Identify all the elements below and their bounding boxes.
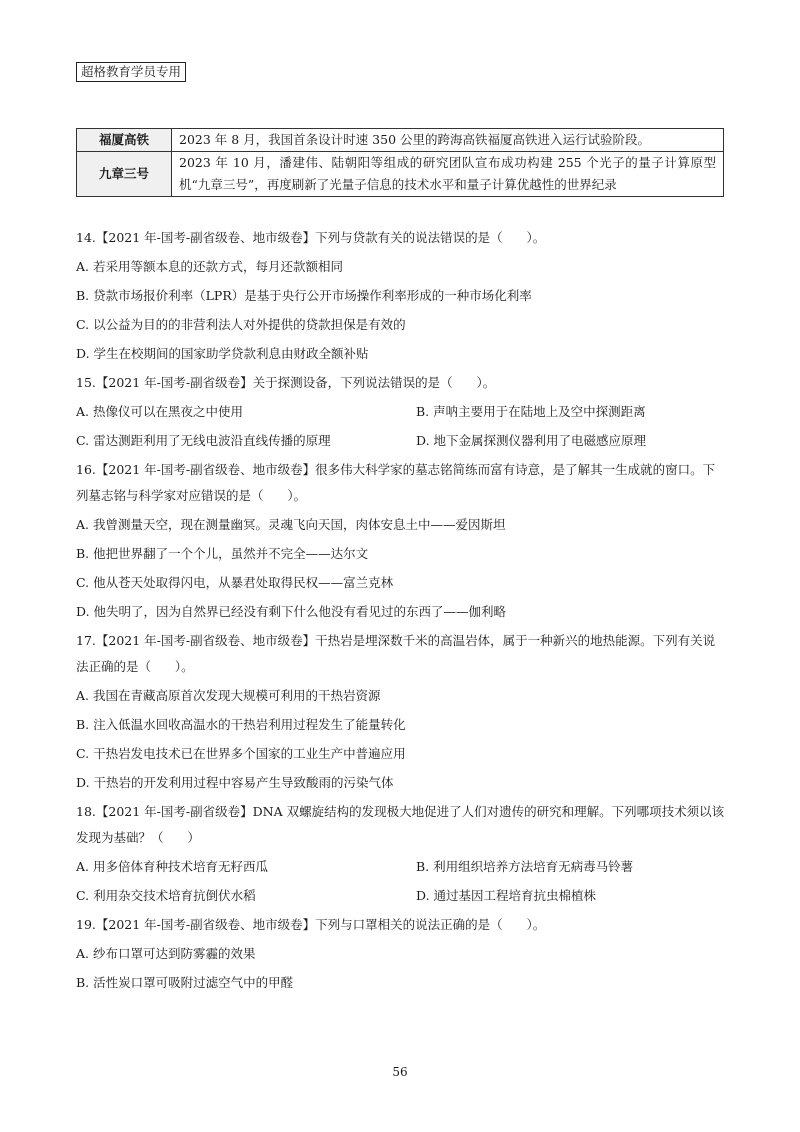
question-19 [76,912,726,996]
option-a: A. 纱布口罩可达到防雾霾的效果 [76,946,256,961]
table-key: 福厦高铁 [77,129,172,152]
table-value: 2023 年 10 月，潘建伟、陆朝阳等组成的研究团队宣布成功构建 255 个光子的量子计算原型机“九章三号”，再度刷新了光量子信息的技术水平和量子计算优越性的世界纪录 [172,152,724,197]
option-c: C. 干热岩发电技术已在世界多个国家的工业生产中普遍应用 [76,746,406,761]
question-list [76,222,726,999]
option-row [76,854,726,880]
question-16 [76,457,726,625]
question-stem: 15.【2021 年-国考-副省级卷】关于探测设备，下列说法错误的是（ ）。 [76,375,496,390]
option-a: A. 若采用等额本息的还款方式，每月还款额相同 [76,259,343,274]
question-stem: 14.【2021 年-国考-副省级卷、地市级卷】下列与贷款有关的说法错误的是（ ）。 [76,230,546,245]
option-b: B. 声呐主要用于在陆地上及空中探测距离 [416,404,646,419]
option-b: B. 他把世界翻了一个个儿，虽然并不完全——达尔文 [76,546,369,561]
question-stem: 17.【2021 年-国考-副省级卷、地市级卷】干热岩是埋深数千米的高温岩体，属于一种新兴的地热能源。下列有关说法正确的是（ ）。 [76,633,716,674]
table-row [77,129,724,152]
question-stem: 18.【2021 年-国考-副省级卷】DNA 双螺旋结构的发现极大地促进了人们对遗传的研究和理解。下列哪项技术须以该发现为基础？（ ） [76,804,725,845]
option-a: A. 热像仪可以在黑夜之中使用 [76,404,243,419]
option-c: C. 雷达测距利用了无线电波沿直线传播的原理 [76,433,331,448]
option-d: D. 他失明了，因为自然界已经没有剩下什么他没有看见过的东西了——伽利略 [76,604,507,619]
option-a: A. 我国在青藏高原首次发现大规模可利用的干热岩资源 [76,688,381,703]
option-row [76,883,726,909]
option-row [76,399,726,425]
option-c: C. 利用杂交技术培育抗倒伏水稻 [76,888,256,903]
header-label: 超格教育学员专用 [76,62,186,82]
option-b: B. 活性炭口罩可吸附过滤空气中的甲醛 [76,975,294,990]
question-stem: 19.【2021 年-国考-副省级卷、地市级卷】下列与口罩相关的说法正确的是（ ）。 [76,917,546,932]
option-d: D. 干热岩的开发利用过程中容易产生导致酸雨的污染气体 [76,775,394,790]
option-b: B. 贷款市场报价利率（LPR）是基于央行公开市场操作利率形成的一种市场化利率 [76,288,532,303]
option-a: A. 我曾测量天空，现在测量幽冥。灵魂飞向天国，肉体安息土中——爱因斯坦 [76,517,506,532]
option-c: C. 以公益为目的的非营利法人对外提供的贷款担保是有效的 [76,317,406,332]
option-b: B. 利用组织培养方法培育无病毒马铃薯 [416,859,634,874]
option-d: D. 学生在校期间的国家助学贷款利息由财政全额补贴 [76,346,369,361]
question-18 [76,799,726,909]
page-number: 56 [392,1065,408,1079]
option-d: D. 地下金属探测仪器利用了电磁感应原理 [416,433,647,448]
question-17 [76,628,726,796]
option-a: A. 用多倍体育种技术培育无籽西瓜 [76,859,268,874]
question-14 [76,225,726,367]
option-c: C. 他从苍天处取得闪电，从暴君处取得民权——富兰克林 [76,575,394,590]
question-15 [76,370,726,454]
option-b: B. 注入低温水回收高温水的干热岩利用过程发生了能量转化 [76,717,406,732]
info-table [76,128,724,197]
table-row [77,152,724,197]
option-d: D. 通过基因工程培育抗虫棉植株 [416,888,597,903]
question-stem: 16.【2021 年-国考-副省级卷、地市级卷】很多伟大科学家的墓志铭简练而富有诗意，是了解其一生成就的窗口。下列墓志铭与科学家对应错误的是（ ）。 [76,462,716,503]
option-row [76,428,726,454]
table-key: 九章三号 [77,152,172,197]
table-value: 2023 年 8 月，我国首条设计时速 350 公里的跨海高铁福厦高铁进入运行试验阶段。 [172,129,724,152]
